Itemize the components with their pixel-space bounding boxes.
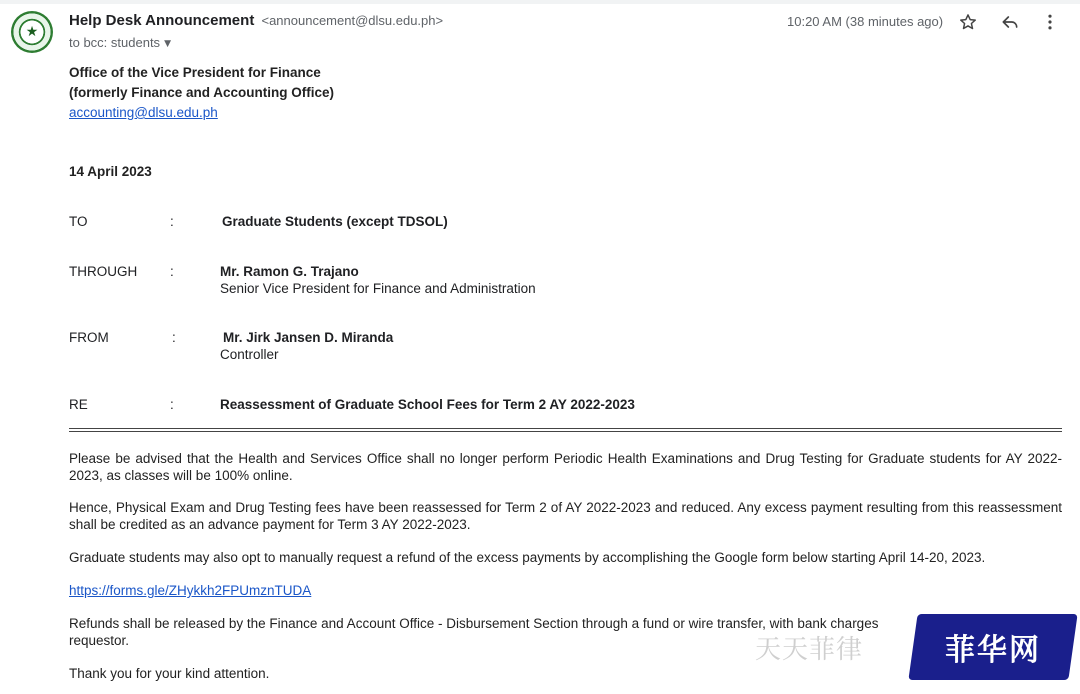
memo-through-title: Senior Vice President for Finance and Administration [220, 281, 536, 296]
sender-avatar[interactable] [11, 11, 53, 53]
memo-colon: : [170, 264, 174, 279]
memo-re-label: RE [69, 397, 88, 412]
memo-from-name: Mr. Jirk Jansen D. Miranda [223, 330, 394, 345]
memo-to-value: Graduate Students (except TDSOL) [222, 214, 448, 229]
top-bar [0, 0, 1080, 4]
google-form-link[interactable]: https://forms.gle/ZHykkh2FPUmznTUDA [69, 583, 312, 598]
memo-colon: : [170, 214, 174, 229]
watermark-logo-text: 菲华网 [945, 633, 1041, 668]
sender-name[interactable]: Help Desk Announcement [69, 12, 255, 29]
watermark-text: 天天菲律 [755, 635, 864, 665]
more-vertical-icon [1040, 12, 1060, 32]
memo-colon: : [170, 397, 174, 412]
sender-email: <announcement@dlsu.edu.ph> [261, 13, 444, 28]
paragraph-refund-release: Refunds shall be released by the Finance and Account Office - Disbursement Section through a fund or wire transfer, with bank charges [69, 616, 879, 631]
office-email-link[interactable]: accounting@dlsu.edu.ph [69, 105, 218, 120]
divider-rule [69, 428, 1062, 429]
star-icon [958, 12, 978, 32]
paragraph-refund-release-end: requestor. [69, 633, 130, 648]
office-name: Office of the Vice President for Finance [69, 65, 321, 80]
recipients-toggle[interactable] [69, 35, 171, 50]
chevron-down-icon: ▼ [164, 39, 171, 49]
office-formerly: (formerly Finance and Accounting Office) [69, 85, 335, 100]
closing-line: Thank you for your kind attention. [69, 666, 270, 681]
reply-button[interactable] [998, 10, 1022, 34]
paragraph-reassessment: Hence, Physical Exam and Drug Testing fees have been reassessed for Term 2 of AY 2022-2023 and reduced. Any excess payment resulting from this reassessment shall be credited as an advance payment for Term 3 AY 2022-2023. [69, 500, 1062, 532]
memo-through-name: Mr. Ramon G. Trajano [220, 264, 359, 279]
memo-from-title: Controller [220, 347, 279, 362]
watermark-logo [908, 614, 1077, 680]
memo-colon: : [172, 330, 176, 345]
paragraph-refund-option: Graduate students may also opt to manually request a refund of the excess payments by accomplishing the Google form below starting April 14-20, 2023. [69, 550, 986, 565]
reply-icon [1000, 12, 1020, 32]
paragraph-health-notice: Please be advised that the Health and Services Office shall no longer perform Periodic Health Examinations and Drug Testing for Graduate students for AY 2022-2023, as classes will be 100% online. [69, 451, 1062, 483]
divider-rule [69, 431, 1062, 432]
memo-through-label: THROUGH [69, 264, 138, 279]
memo-re-value: Reassessment of Graduate School Fees for Term 2 AY 2022-2023 [220, 397, 635, 412]
memo-to-label: TO [69, 214, 88, 229]
email-timestamp: 10:20 AM (38 minutes ago) [787, 14, 944, 29]
memo-date: 14 April 2023 [69, 164, 152, 179]
star-button[interactable] [956, 10, 980, 34]
recipients-text: to bcc: students [69, 35, 161, 50]
dlsu-seal-icon: ★ [25, 24, 39, 40]
memo-from-label: FROM [69, 330, 109, 345]
more-options-button[interactable] [1038, 10, 1062, 34]
sender-line [69, 12, 443, 29]
